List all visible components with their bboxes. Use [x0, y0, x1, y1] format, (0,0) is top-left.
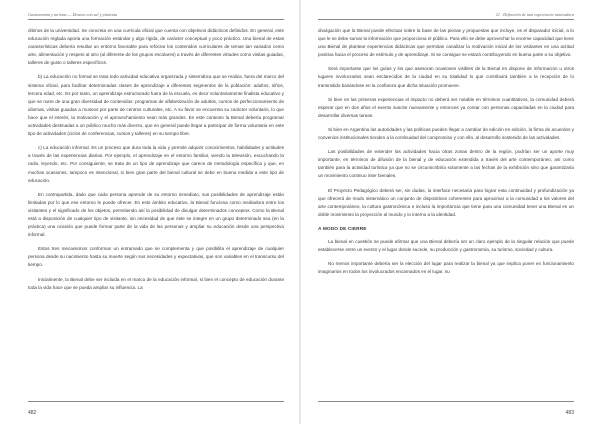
right-paragraph-6: El Proyecto Pedagógico deberá ser, sin dudas, la interface necesaria para lograr esta continuidad y profundización ya que ofrecerá de modo sistemático un conjunto de dispositivos coherentes para aproximar a la comunidad a los valores del arte contemporáneo, la cultura gastronómica e incluso la importancia que tiene para una comunidad tener una Bienal en un doble movimiento la proyección al mundo y lo interno a la identidad.	[318, 187, 574, 217]
left-page-body	[28, 27, 284, 292]
left-paragraph-3: c) La educación informal. Es un proceso que dura toda la vida y permite adquirir conocimientos, habilidades y actitudes a través de las experiencias diarias. Por ejemplo, el aprendizaje en el entorno familiar, viendo la televisión, escuchando la radio, leyendo, etc. Por consiguiente, se trata de un tipo de aprendizaje que carece de metodología específica y que, en muchas ocasiones, tampoco es intencional, si bien gran parte del bienal cultural se debe en buena medida a este tipo de educación.	[28, 145, 284, 183]
left-page-footer	[28, 401, 284, 416]
right-paragraph-3: Si bien en las primeras experiencias el impacto no deberá ser notable en términos cuantitativos, la comunidad deberá esperar que en dos años el evento suscite nuevamente y entonces ya contar con personas capacitadas en la ciudad para desarrollar diversas tareas.	[318, 96, 574, 118]
right-paragraph-2: Será importante que los guías y los que asesoran ocasionen visibles de la Bienal en dispone de información u otros lugares involucrados sean esclarecidos de la ciudad en su totalidad lo que contribuirá también a la recepción de lo transmitido basándose en la confianza que dicha situación promueve.	[318, 66, 574, 88]
right-page-number: 483	[565, 410, 574, 416]
left-header-text: Gastronomía y turismo — Destino con sal y pimienta	[28, 12, 118, 17]
left-paragraph-5: Estos tres mecanismos conforman un entramado que se complementa y que posibilita el aprendizaje de cualquier persona desde su nacimiento hasta su muerte según sus necesidades y expectativas, que son variables en el transcurso del tiempo.	[28, 246, 284, 268]
left-running-header	[28, 0, 284, 20]
left-paragraph-6: Inicialmente, la Bienal debe ser incluida en el marco de la educación informal, si bien el concepto de educación durante toda la vida hace que se pueda ampliar su influencia. La	[28, 276, 284, 290]
left-page-number: 482	[28, 410, 37, 416]
right-page-body	[318, 27, 574, 276]
left-paragraph-2: b) La educación no formal se trata todo actividad educativa organizada y sistemática que se realiza, fuera del marco del sistema oficial, para facilitar determinadas clases de aprendizaje a diferentes segmentos de la población: adultos, niños, tercera edad, etc. Es por tanto, un aprendizaje estructurado fuera de la escuela, es decir voluntariamente finalista educativo y que se nutre de una gran diversidad de contenidos: programas de alfabetización de adultos, cursos de perfeccionamiento de idiomas, visitas guiadas a museos por parte de centros culturales, etc. A su favor se encuentra su carácter voluntario, lo que hace que el interés, la motivación y el aprovechamiento sean más grandes. En este contexto la Bienal debería programar actividades destinadas a un público mucho más diverso, que en general puede llegar a participar de forma voluntaria en este tipo de actividades (ciclos de conferencias, cursos y talleres) en su tiempo libre.	[28, 74, 284, 137]
right-paragraph-1: divulgación que la Bienal puede efectuar sobre la base de las piezas y propuestas que incluye, es el disparador inicial, a lo que le se debe sumar la información que proporciona el público. Para ello se debe aprovechar la enorme capacidad que tiene una Bienal de plantear experiencias didácticas que permitan canalizar la motivación inicial de los visitantes en una actitud positiva hacia el proceso de estímulo y de aprendizaje. Si se consigue se estará contribuyendo en buena parte a su objetivo.	[318, 28, 574, 58]
closing-paragraph-2: No menos importante debería ser la elección del lugar para realizar la bienal ya que implica poner en funcionamiento imaginarios en todos los involucrados encarnados en el lugar, su	[318, 261, 574, 275]
right-header-text: 21 · Definición de una experiencia innovadora	[495, 12, 574, 17]
right-paragraph-4: Si bien en Argentina las autoridades y las políticas pueden llegar a cambiar de edición en edición, la firma de acuerdos y convenios institucionales tienden a la continuidad del compromiso y con ello, al desarrollo sostenido de las actividades.	[318, 126, 574, 141]
closing-paragraph-1: La bienal en cuestión se puede afirmar que una Bienal debería ser un claro ejemplo de la singular relación que puede establecerse entre un evento y el lugar donde sucede, su producción y gastronomía, su turismo, sociedad y cultura.	[318, 238, 574, 252]
left-paragraph-4: En contrapartida, dado que cada persona aprende de su entorno inmediato, sus posibilidades de aprendizaje están limitadas por lo que ese entorno le puede ofrecer. En este ámbito educativo, la Bienal funciona como mediadora entre los visitantes y el significado de los objetos, permitiendo así la posibilidad de divulgar determinados conceptos. Como la Bienal está a disposición de cualquier tipo de visitante, sin necesidad de que éste se integre en un grupo determinado sea (en la práctica) una ocasión que puede formar parte de la vida de las personas y ampliar su educación desde una perspectiva informal.	[28, 191, 284, 238]
section-heading: A MODO DE CIERRE	[318, 226, 367, 232]
left-paragraph-1: últimos de la universidad. Se concreta en una currícula oficial que cuenta con objetivos didácticos definidos. En general, este educación reglada aporta una formación estándar y algo rígida, de carácter conceptual y poco práctico. Una bienal de estas características debería resultar un entorno favorable para reforzar los contenidos curriculares de temas tan variados como arte, alimentación y respeto al otro (al diferente de los grupos escolares) a través de diferentes virtudes como visitas guiadas, talleres de gusto o talleres específicos.	[28, 28, 284, 66]
right-page-footer	[318, 401, 574, 416]
right-running-header	[318, 0, 574, 20]
right-paragraph-5: Las posibilidades de extender las actividades hacia otras zonas dentro de la región, podrían ser un aporte muy importante, en términos de difusión de la bienal y de educación extendida a través del arte contemporáneo, así como también para la actividad turística ya que no se circunscribiría solamente a las fechas de la exhibición sino que garantizaría un movimiento continuo inter bienales.	[318, 149, 574, 179]
right-page	[300, 0, 600, 424]
